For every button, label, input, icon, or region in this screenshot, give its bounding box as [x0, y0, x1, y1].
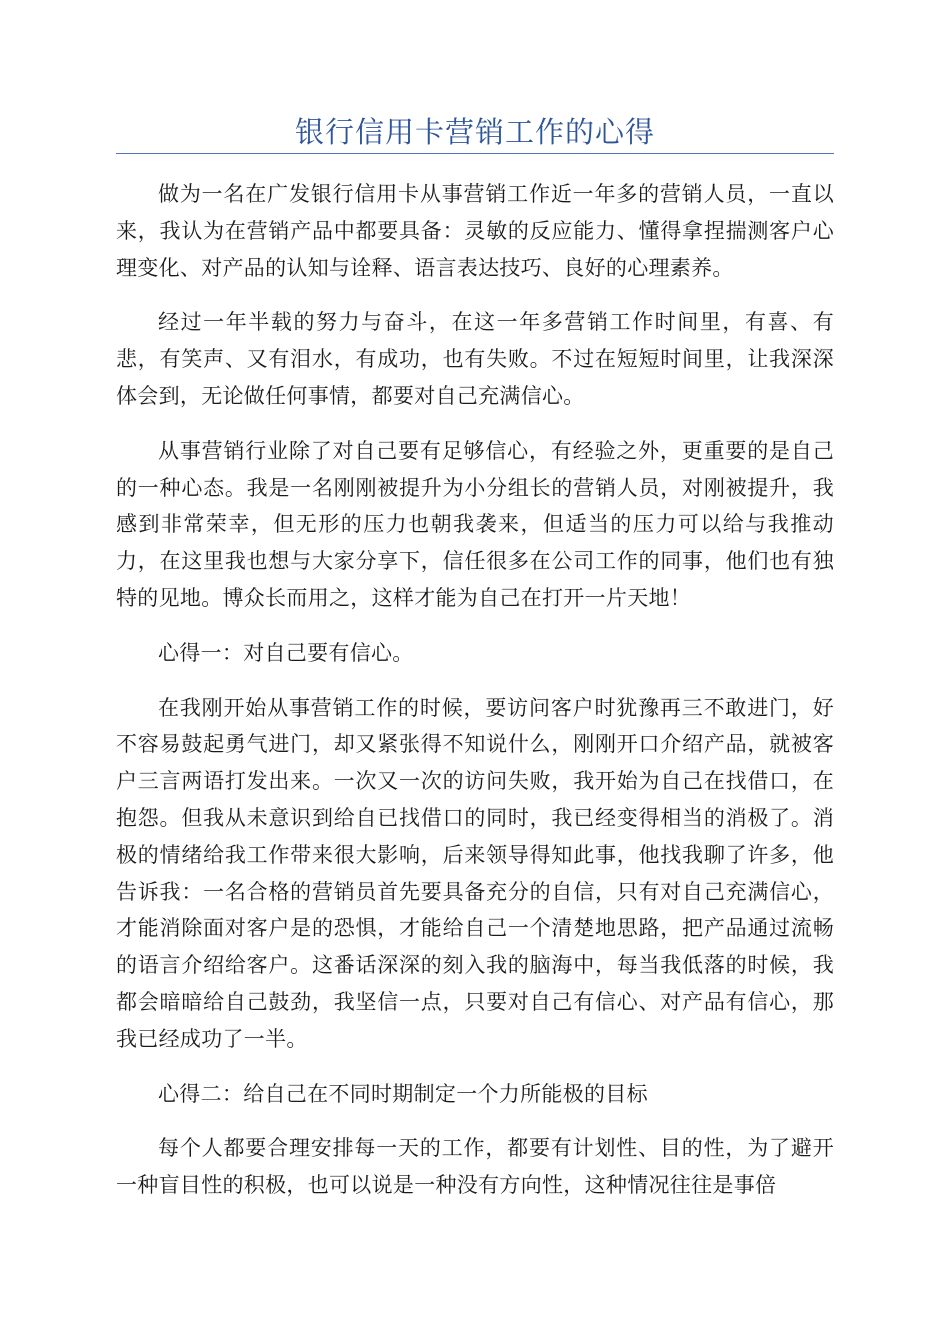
- paragraph-intro: 做为一名在广发银行信用卡从事营销工作近一年多的营销人员，一直以来，我认为在营销产品中都要具备：灵敏的反应能力、懂得拿捏揣测客户心理变化、对产品的认知与诠释、语言表达技巧、良好的心理素养。: [116, 182, 834, 280]
- document-body: [116, 176, 834, 1222]
- paragraph-mindset: 从事营销行业除了对自己要有足够信心，有经验之外，更重要的是自己的一种心态。我是一名刚刚被提升为小分组长的营销人员，对刚被提升，我感到非常荣幸，但无形的压力也朝我袭来，但适当的压力可以给与我推动力，在这里我也想与大家分享下，信任很多在公司工作的同事，他们也有独特的见地。博众长而用之，这样才能为自己在打开一片天地！: [116, 438, 834, 610]
- title-underline: [116, 153, 834, 154]
- paragraph-goals: 每个人都要合理安排每一天的工作，都要有计划性、目的性，为了避开一种盲目性的积极，也可以说是一种没有方向性，这种情况往往是事倍: [116, 1136, 834, 1198]
- paragraph-experience: 经过一年半载的努力与奋斗，在这一年多营销工作时间里，有喜、有悲，有笑声、又有泪水，有成功，也有失败。不过在短短时间里，让我深深体会到，无论做任何事情，都要对自己充满信心。: [116, 310, 834, 408]
- section-heading-1: 心得一：对自己要有信心。: [158, 640, 414, 665]
- paragraph-confidence: 在我刚开始从事营销工作的时候，要访问客户时犹豫再三不敢进门，好不容易鼓起勇气进门，却又紧张得不知说什么，刚刚开口介绍产品，就被客户三言两语打发出来。一次又一次的访问失败，我开始为自己在找借口，在抱怨。但我从未意识到给自已找借口的同时，我已经变得相当的消极了。消极的情绪给我工作带来很大影响，后来领导得知此事，他找我聊了许多，他告诉我：一名合格的营销员首先要具备充分的自信，只有对自己充满信心，才能消除面对客户是的恐惧，才能给自己一个清楚地思路，把产品通过流畅的语言介绍给客户。这番话深深的刻入我的脑海中，每当我低落的时候，我都会暗暗给自己鼓劲，我坚信一点，只要对自己有信心、对产品有信心，那我已经成功了一半。: [116, 695, 834, 1051]
- document-title: 银行信用卡营销工作的心得: [294, 115, 655, 149]
- section-heading-2: 心得二：给自己在不同时期制定一个力所能极的目标: [158, 1081, 648, 1106]
